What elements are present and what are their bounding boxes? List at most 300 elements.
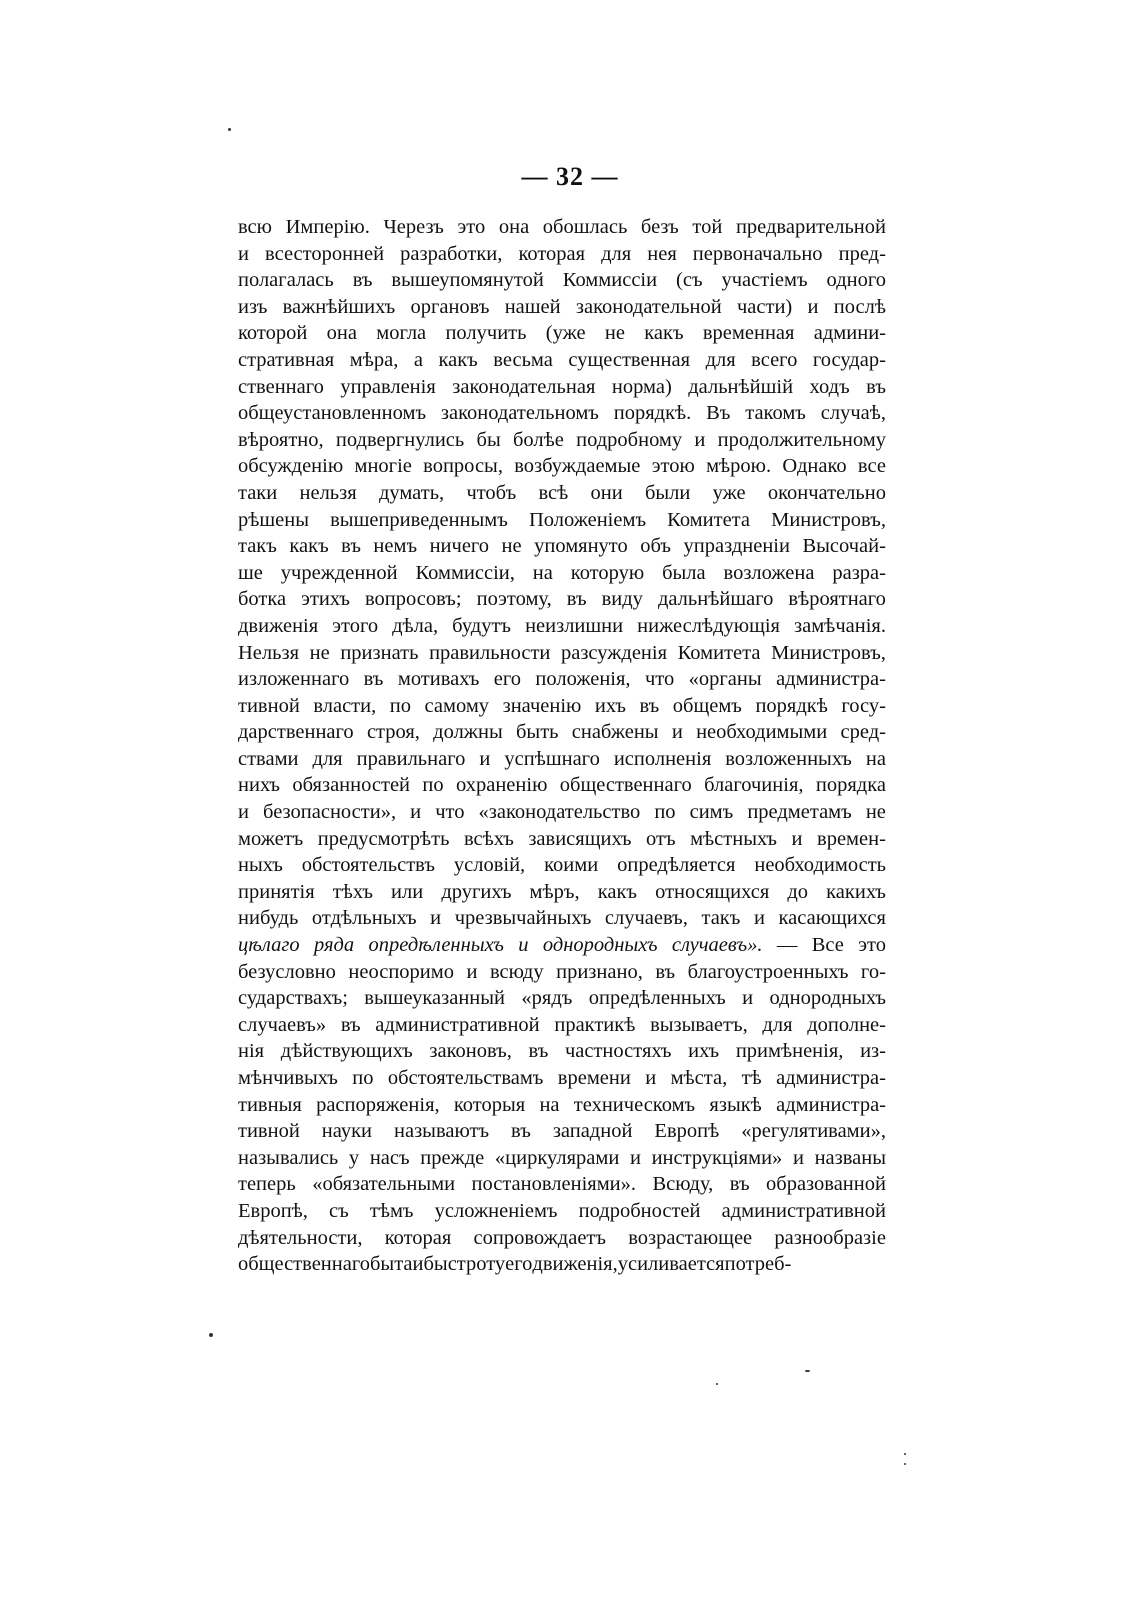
word: изложеннаго	[238, 668, 350, 691]
word: она	[498, 216, 530, 238]
word: какъ	[644, 322, 684, 345]
text-line	[238, 693, 886, 720]
scan-speck	[716, 1383, 718, 1385]
word: можетъ	[238, 827, 304, 850]
word: тивныя	[238, 1093, 302, 1116]
word: въ	[352, 269, 373, 292]
word: подвергнулись	[335, 428, 465, 451]
text-line	[238, 427, 886, 454]
word: въ	[363, 668, 384, 691]
word: дополне-	[807, 1013, 886, 1036]
word: усиливается	[617, 1253, 725, 1276]
word: «обязательными	[312, 1173, 456, 1196]
word: для	[705, 348, 736, 371]
word: Высочай-	[802, 535, 886, 558]
text-line	[238, 533, 886, 560]
word: на	[532, 561, 553, 584]
word: подробному	[576, 428, 683, 451]
word: части)	[737, 295, 793, 318]
word: весьма	[493, 348, 553, 371]
word: продолжительному	[717, 428, 886, 451]
text-line	[238, 1251, 886, 1278]
word: движенія	[238, 614, 319, 637]
word: прежде	[420, 1146, 485, 1169]
word: нибудь	[238, 907, 299, 930]
word: опредѣляется	[617, 854, 736, 877]
word: которая	[384, 1226, 452, 1249]
word: названы	[814, 1146, 886, 1169]
word: общественнаго	[559, 774, 692, 797]
word: чрезвычайныхъ	[454, 907, 592, 930]
text-line	[238, 746, 886, 773]
word: власти,	[313, 694, 377, 717]
word: не	[309, 641, 330, 664]
word: какъ	[597, 880, 638, 903]
word: нея	[647, 242, 677, 265]
word: условій,	[453, 854, 526, 877]
scan-speck	[904, 1453, 906, 1455]
word: въ	[341, 535, 361, 558]
word: по	[422, 774, 444, 797]
word: учрежденной	[280, 561, 398, 584]
word: которая	[518, 242, 586, 265]
text-line	[238, 932, 886, 959]
word: (уже	[545, 322, 586, 345]
word: быта	[369, 1253, 413, 1276]
text-line	[238, 666, 886, 693]
word: не	[865, 801, 886, 824]
word: разнообразіе	[774, 1226, 886, 1249]
word: это	[858, 934, 886, 957]
word: рѣшены	[238, 508, 310, 531]
word: частностяхъ	[564, 1040, 672, 1063]
word: замѣчанія.	[794, 614, 886, 637]
word: вопросовъ;	[365, 588, 462, 611]
word: его	[505, 1253, 533, 1276]
word: окончательно	[767, 481, 886, 504]
word: полагалась	[238, 269, 334, 292]
word: Нельзя	[238, 641, 300, 664]
word: неоспоримо	[348, 960, 454, 983]
word: ихъ	[594, 694, 626, 717]
word: всѣ	[538, 481, 569, 504]
word: ряда	[313, 934, 355, 957]
word: или	[391, 880, 424, 903]
word: на	[539, 1093, 560, 1116]
word: тѣхъ	[332, 880, 373, 903]
word: что	[644, 668, 675, 691]
scan-speck	[209, 1333, 213, 1337]
word: на	[865, 747, 886, 770]
word: теперь	[238, 1173, 296, 1196]
word: всесторонней	[265, 242, 385, 265]
word: мѣрою.	[706, 455, 772, 478]
word: временная	[702, 322, 795, 345]
word: и	[466, 960, 478, 983]
word: объ	[640, 535, 672, 558]
word: дѣла,	[392, 614, 439, 637]
word: это	[457, 216, 486, 238]
word: назывались	[238, 1146, 339, 1169]
word: распоряженія,	[316, 1093, 440, 1116]
word: «циркулярами	[494, 1146, 620, 1169]
word: упомянуто	[534, 535, 628, 558]
word: администра-	[776, 1093, 886, 1116]
word: сред-	[840, 721, 886, 744]
word: бы	[476, 428, 501, 451]
word: этого	[332, 614, 379, 637]
word: Все	[811, 934, 844, 957]
word: по	[654, 801, 676, 824]
word: Европѣ	[654, 1120, 720, 1143]
word: порядкѣ.	[613, 402, 692, 425]
word: норма)	[611, 375, 672, 398]
word: получить	[445, 322, 527, 345]
word: признано,	[556, 960, 643, 983]
word: нашей	[504, 295, 561, 318]
word: возложена	[723, 561, 815, 584]
word: которой	[238, 322, 308, 345]
word: Комитета	[677, 641, 761, 664]
word: опредѣленныхъ	[588, 987, 726, 1010]
text-line	[238, 320, 886, 347]
word: возрастающее	[628, 1226, 753, 1249]
word: порядка	[815, 774, 886, 797]
word: какъ	[438, 348, 478, 371]
word: всѣхъ	[463, 827, 514, 850]
word: многіе	[354, 455, 412, 478]
word: «рядъ	[521, 987, 573, 1010]
word: которыя	[453, 1093, 526, 1116]
word: и	[753, 907, 765, 930]
word: вызываетъ,	[650, 1013, 748, 1036]
word: охраненію	[456, 774, 548, 797]
word: участіемъ	[721, 269, 808, 292]
word: обстоятельствамъ	[387, 1067, 544, 1089]
word: опредѣленныхъ	[368, 934, 504, 957]
word: въ	[639, 694, 660, 717]
word: цѣлаго	[238, 934, 300, 957]
word: случаевъ,	[604, 907, 688, 930]
word: послѣ	[833, 295, 886, 318]
word: вѣроятно,	[238, 428, 324, 451]
word: безъ	[640, 216, 679, 238]
text-line	[238, 453, 886, 480]
word: безусловно	[238, 960, 336, 983]
word: изъ	[238, 295, 268, 318]
word: нихъ	[238, 774, 281, 797]
word: мѣста,	[670, 1067, 728, 1089]
word: и	[238, 801, 249, 824]
word: необходимыми	[696, 721, 828, 744]
text-line	[238, 1198, 886, 1225]
text-line	[238, 347, 886, 374]
word: и	[671, 721, 683, 744]
word: Черезъ	[383, 216, 444, 238]
word: отдѣльныхъ	[311, 907, 417, 930]
word: «органы	[688, 668, 762, 691]
word: другихъ	[441, 880, 512, 903]
word: такъ	[238, 535, 277, 558]
word: органовъ	[410, 295, 490, 318]
word: государ-	[812, 348, 886, 371]
word: какихъ	[826, 880, 886, 903]
word: разработки,	[400, 242, 503, 265]
word: ственнаго	[238, 375, 324, 398]
word: усложненіемъ	[434, 1199, 558, 1222]
word: думать,	[378, 481, 445, 504]
text-line	[238, 586, 886, 613]
word: Коммиссіи	[562, 269, 658, 292]
text-line	[238, 613, 886, 640]
word: и	[742, 987, 754, 1010]
word: Имперію.	[285, 216, 370, 238]
word: уже	[712, 481, 746, 504]
text-line	[238, 560, 886, 587]
text-line	[238, 241, 886, 268]
word: админи-	[813, 322, 886, 345]
word: не	[604, 322, 625, 345]
word: относящихся	[655, 880, 770, 903]
text-line	[238, 959, 886, 986]
word: необходимость	[754, 854, 886, 877]
word: из-	[860, 1040, 886, 1063]
scan-speck	[228, 128, 231, 131]
word: предварительной	[735, 216, 886, 238]
word: его	[493, 668, 521, 691]
body-text	[238, 214, 886, 1278]
word: дарственнаго	[238, 721, 354, 744]
word: тивной	[238, 1120, 300, 1143]
word: не	[501, 535, 522, 558]
word: «регулятивами»,	[741, 1120, 886, 1143]
word: всю	[238, 216, 272, 238]
word: ихъ	[688, 1040, 720, 1063]
word: нія	[238, 1040, 265, 1063]
word: стративная	[238, 348, 335, 371]
word: по	[352, 1067, 374, 1089]
word: немъ	[373, 535, 418, 558]
word: въ	[340, 1013, 361, 1036]
word: принятія	[238, 880, 315, 903]
word: и	[518, 934, 529, 957]
text-line	[238, 1012, 886, 1039]
scan-speck	[904, 1463, 906, 1465]
word: Коммиссіи,	[415, 561, 515, 584]
text-line	[238, 772, 886, 799]
word: ходъ	[809, 375, 850, 398]
word: го-	[860, 960, 886, 983]
word: мотивахъ	[397, 668, 480, 691]
word: дѣйствующихъ	[280, 1040, 413, 1063]
word: и	[430, 907, 442, 930]
word: правильнаго	[356, 747, 466, 770]
word: коими	[544, 854, 599, 877]
word: мѣнчивыхъ	[238, 1067, 338, 1089]
word: разсужденія	[560, 641, 668, 664]
word: такомъ	[745, 402, 806, 425]
word: въ	[511, 1120, 531, 1143]
word: ботка	[238, 588, 287, 611]
word: законодательной	[575, 295, 722, 318]
word: строя,	[366, 721, 420, 744]
word: госу-	[841, 694, 886, 717]
word: общеустановленномъ	[238, 402, 427, 425]
word: она	[326, 322, 357, 345]
word: виду	[601, 588, 643, 611]
word: Всюду,	[652, 1173, 714, 1196]
word: этихъ	[301, 588, 350, 611]
word: правильности	[429, 641, 551, 664]
word: администра-	[776, 668, 886, 691]
word: въ	[528, 1040, 549, 1063]
word: порядкѣ	[755, 694, 828, 717]
word: и	[479, 747, 491, 770]
word: техническомъ	[573, 1093, 696, 1116]
word: въ	[566, 588, 587, 611]
word: однородныхъ	[769, 987, 886, 1010]
word: обсужденію	[238, 455, 344, 478]
word: до	[787, 880, 809, 903]
word: важнѣйшихъ	[282, 295, 396, 318]
word: они	[590, 481, 623, 504]
text-line	[238, 1065, 886, 1092]
text-line	[238, 852, 886, 879]
word: насъ	[369, 1146, 410, 1169]
word: примѣненія,	[735, 1040, 844, 1063]
text-line	[238, 1171, 886, 1198]
word: дѣятельности,	[238, 1226, 363, 1249]
word: чтобъ	[466, 481, 517, 504]
word: Европѣ,	[238, 1199, 308, 1222]
word: были	[644, 481, 691, 504]
word: движенія,	[532, 1253, 618, 1276]
word: упраздненіи	[683, 535, 790, 558]
text-line	[238, 507, 886, 534]
word: что	[435, 801, 465, 824]
word: времени	[557, 1067, 631, 1089]
word: для	[312, 747, 343, 770]
word: поэтому,	[476, 588, 552, 611]
word: таки	[238, 481, 278, 504]
word: положенія,	[535, 668, 631, 691]
word: (съ	[676, 269, 703, 292]
word: однородныхъ	[542, 934, 658, 957]
word: Комитета	[667, 508, 750, 531]
word: успѣшнаго	[504, 747, 600, 770]
word: и	[694, 428, 706, 451]
word: образованной	[766, 1173, 886, 1196]
word: мѣръ,	[529, 880, 580, 903]
word: касающихся	[778, 907, 886, 930]
word: для	[601, 242, 632, 265]
word: вышеупомянутой	[391, 269, 544, 292]
word: признать	[340, 641, 419, 664]
word: административной	[721, 1199, 886, 1222]
word: была	[662, 561, 706, 584]
text-line	[238, 1092, 886, 1119]
word: вышеуказанный	[364, 987, 506, 1010]
word: а	[413, 348, 423, 371]
word: быстроту	[423, 1253, 506, 1276]
word: ствами	[238, 747, 299, 770]
text-line	[238, 905, 886, 932]
word: общественнаго	[238, 1253, 370, 1276]
word: обошлась	[542, 216, 628, 238]
word: тивной	[238, 694, 300, 717]
word: нижеслѣдующія	[637, 614, 780, 637]
word: неизлишни	[525, 614, 624, 637]
word: западной	[552, 1120, 633, 1143]
text-line	[238, 1038, 886, 1065]
word: Министровъ,	[771, 508, 886, 531]
word: и	[412, 1253, 424, 1276]
word: должны	[433, 721, 503, 744]
word: случаевъ».	[671, 934, 763, 957]
word: времен-	[817, 827, 886, 850]
word: всюду	[489, 960, 544, 983]
word: одного	[826, 269, 886, 292]
word: въ	[655, 960, 676, 983]
word: этою	[651, 455, 695, 478]
word: практикѣ	[554, 1013, 636, 1036]
word: болѣе	[512, 428, 564, 451]
word: въ	[729, 1173, 750, 1196]
word: мѣстныхъ	[690, 827, 778, 850]
word: и	[238, 242, 249, 265]
text-line	[238, 985, 886, 1012]
text-line	[238, 267, 886, 294]
word: отъ	[646, 827, 676, 850]
word: ничего	[429, 535, 490, 558]
word: ше	[238, 561, 263, 584]
word: предусмотрѣть	[317, 827, 450, 850]
word: общемъ	[672, 694, 742, 717]
text-line	[238, 799, 886, 826]
word: возложенныхъ	[725, 747, 852, 770]
word: благоустроенныхъ	[687, 960, 849, 983]
word: тѣмъ	[369, 1199, 414, 1222]
word: и	[792, 1146, 804, 1169]
word: сударствахъ;	[238, 987, 348, 1010]
word: первоначально	[692, 242, 823, 265]
word: Въ	[706, 402, 731, 425]
word: симъ	[689, 801, 734, 824]
word: какъ	[289, 535, 329, 558]
word: администра-	[776, 1067, 886, 1089]
word: для	[762, 1013, 793, 1036]
word: существенная	[568, 348, 691, 371]
word: потреб-	[724, 1253, 792, 1276]
word: въ	[866, 375, 886, 398]
word: вѣроятнаго	[788, 588, 886, 611]
word: Министровъ,	[771, 641, 886, 664]
text-line	[238, 1225, 886, 1252]
word: съ	[329, 1199, 349, 1222]
text-line	[238, 640, 886, 667]
word: той	[692, 216, 723, 238]
word: предметамъ	[747, 801, 852, 824]
word: значенію	[502, 694, 582, 717]
word: могла	[376, 322, 427, 345]
page-number: — 32 —	[521, 162, 619, 191]
word: дальнѣйшаго	[657, 588, 774, 611]
word: Однако	[782, 455, 847, 478]
word: «законодательство	[478, 801, 641, 824]
word: такъ	[701, 907, 741, 930]
word: всего	[751, 348, 798, 371]
word: и	[807, 295, 819, 318]
